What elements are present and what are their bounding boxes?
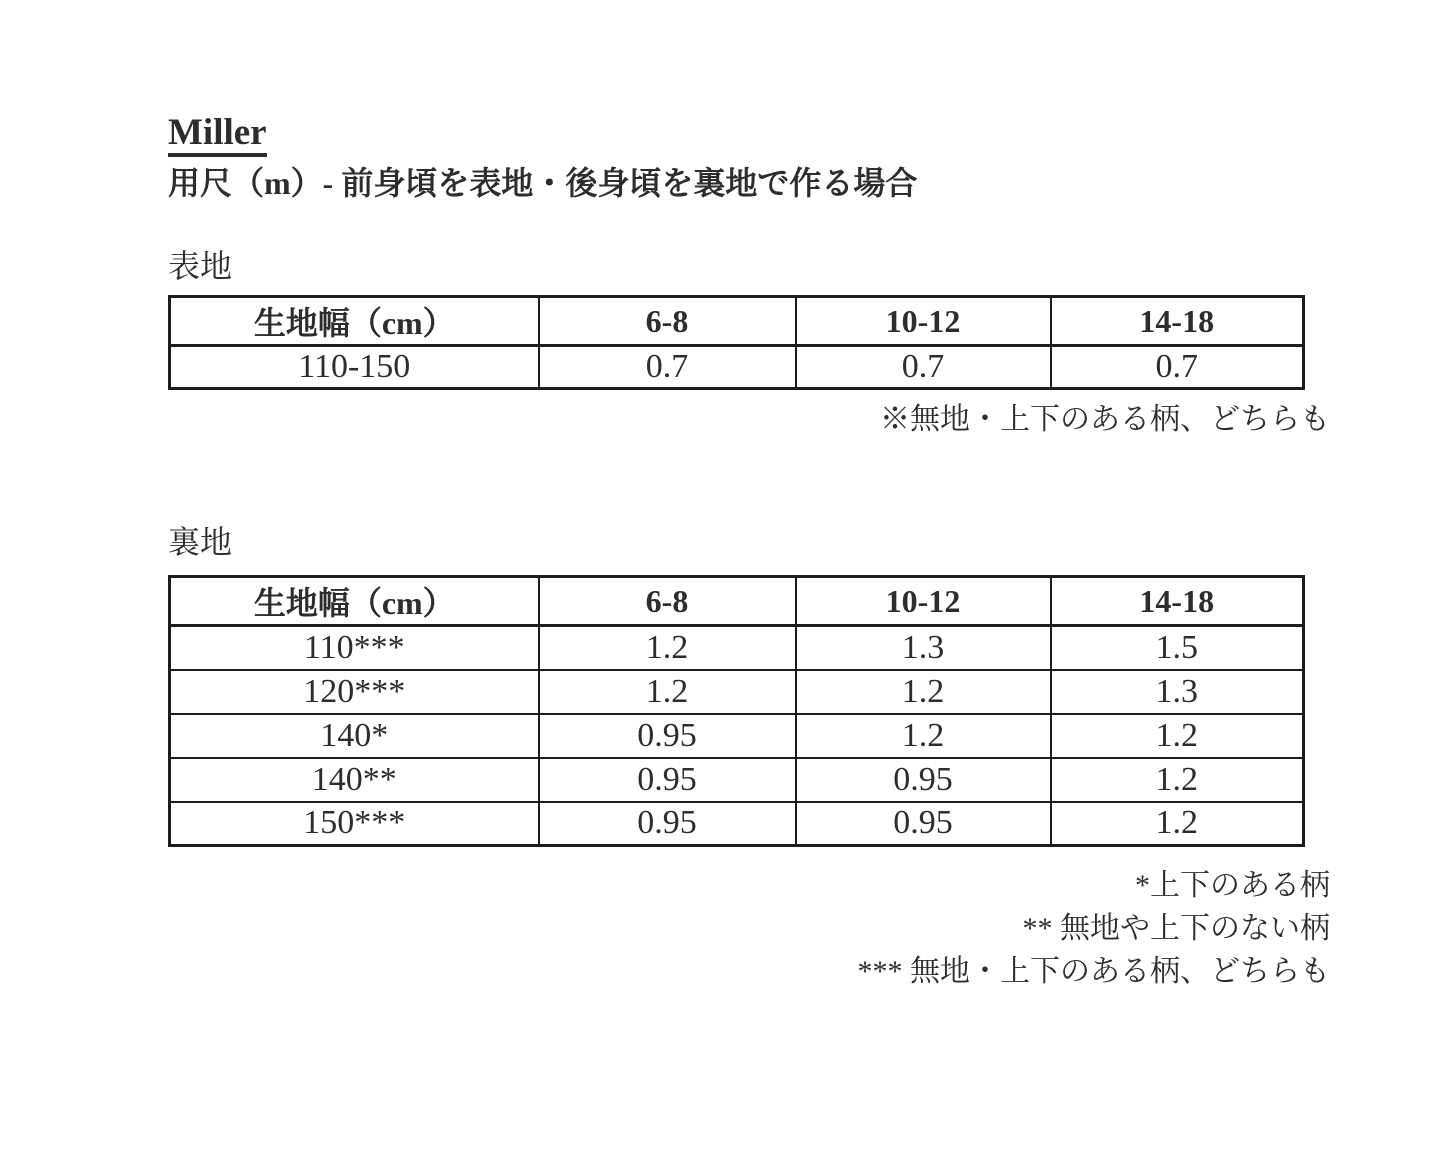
cell-yardage: 1.2	[1051, 714, 1304, 758]
cell-yardage: 0.95	[796, 758, 1051, 802]
header-cell-fabric-width: 生地幅（cm）	[170, 297, 539, 346]
header-cell-size-10-12: 10-12	[796, 577, 1051, 626]
header-cell-size-14-18: 14-18	[1051, 297, 1304, 346]
cell-width: 150***	[170, 802, 539, 846]
table-header-row	[170, 297, 1304, 346]
cell-yardage: 1.5	[1051, 626, 1304, 670]
table-row	[170, 670, 1304, 714]
header-cell-size-6-8: 6-8	[539, 297, 796, 346]
table-row	[170, 346, 1304, 389]
cell-yardage: 1.2	[1051, 802, 1304, 846]
table-row	[170, 626, 1304, 670]
cell-width: 140**	[170, 758, 539, 802]
page-subtitle: 用尺（m）- 前身頃を表地・後身頃を裏地で作る場合	[168, 165, 918, 201]
table-header-row	[170, 577, 1304, 626]
cell-yardage: 1.2	[1051, 758, 1304, 802]
table-row	[170, 714, 1304, 758]
cell-yardage: 1.2	[796, 714, 1051, 758]
cell-yardage: 0.7	[1051, 346, 1304, 389]
cell-yardage: 0.7	[539, 346, 796, 389]
cell-yardage: 1.2	[796, 670, 1051, 714]
header-cell-size-14-18: 14-18	[1051, 577, 1304, 626]
cell-yardage: 0.95	[539, 714, 796, 758]
cell-yardage: 0.7	[796, 346, 1051, 389]
footnote-triple-asterisk: *** 無地・上下のある柄、どちらも	[857, 955, 1330, 988]
header-cell-size-10-12: 10-12	[796, 297, 1051, 346]
cell-width: 120***	[170, 670, 539, 714]
cell-yardage: 0.95	[539, 758, 796, 802]
footnote-double-asterisk: ** 無地や上下のない柄	[1022, 912, 1330, 945]
cell-yardage: 0.95	[796, 802, 1051, 846]
table-row	[170, 758, 1304, 802]
header-cell-size-6-8: 6-8	[539, 577, 796, 626]
table-row	[170, 802, 1304, 846]
lining-table	[168, 575, 1305, 847]
cell-yardage: 1.3	[1051, 670, 1304, 714]
section-label-lining: 裏地	[168, 524, 233, 560]
cell-yardage: 1.2	[539, 626, 796, 670]
cell-yardage: 1.2	[539, 670, 796, 714]
header-cell-fabric-width: 生地幅（cm）	[170, 577, 539, 626]
cell-width-range: 110-150	[170, 346, 539, 389]
cell-width: 140*	[170, 714, 539, 758]
cell-yardage: 0.95	[539, 802, 796, 846]
footnote-single-asterisk: *上下のある柄	[1135, 869, 1330, 902]
outer-fabric-note: ※無地・上下のある柄、どちらも	[880, 403, 1330, 436]
cell-yardage: 1.3	[796, 626, 1051, 670]
cell-width: 110***	[170, 626, 539, 670]
section-label-outer-fabric: 表地	[168, 248, 233, 284]
lining-footnotes	[168, 864, 1330, 993]
page-title: Miller	[168, 114, 267, 157]
outer-fabric-table	[168, 295, 1305, 390]
